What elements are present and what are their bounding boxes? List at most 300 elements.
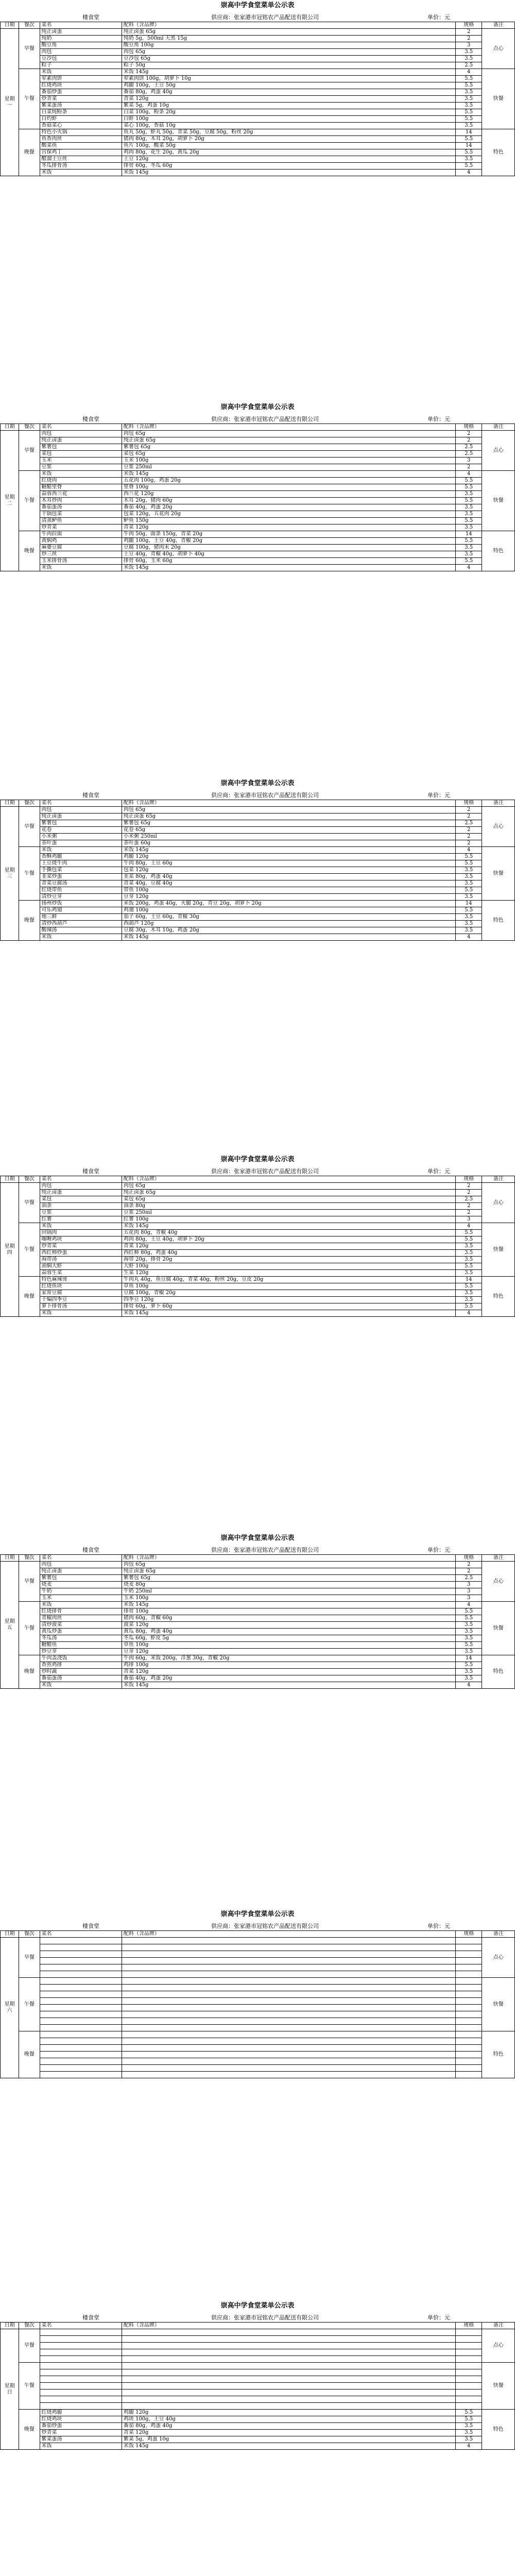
column-header-dish: 菜名 xyxy=(40,1176,122,1183)
table-row xyxy=(1,1582,515,1588)
table-row xyxy=(1,437,515,444)
qty-cell: 4 xyxy=(456,170,482,176)
ingredients-cell xyxy=(122,2389,455,2396)
ingredients-cell: 西葫芦 120g xyxy=(122,921,455,927)
table-row xyxy=(1,451,515,457)
qty-cell: 14 xyxy=(456,531,482,538)
ingredients-cell: 排骨 60g，玉米 60g xyxy=(122,558,455,565)
qty-cell xyxy=(456,2396,482,2403)
ingredients-cell: 菠菜 120g xyxy=(122,1622,455,1629)
qty-cell xyxy=(456,2356,482,2363)
dish-cell: 紫菜蛋汤 xyxy=(40,103,122,109)
ingredients-cell xyxy=(122,2072,455,2078)
unit-label: 单价：元 xyxy=(427,416,450,422)
ingredients-cell: 米饭 145g xyxy=(122,847,455,854)
table-row xyxy=(1,1190,515,1196)
table-row xyxy=(1,116,515,123)
unit-label: 单价：元 xyxy=(427,1923,450,1929)
table-row xyxy=(1,914,515,921)
table-row xyxy=(1,123,515,129)
dish-cell: 荤素肉饼 xyxy=(40,76,122,82)
table-row xyxy=(1,491,515,498)
sheet-title: 崇高中学食堂菜单公示表 xyxy=(220,1156,295,1163)
dish-cell: 菜包 xyxy=(40,1196,122,1203)
ingredients-cell: 番茄 40g，鸡蛋 20g xyxy=(122,1675,455,1682)
ingredients-cell: 青菜 120g xyxy=(122,96,455,103)
ingredients-cell: 鸡肉 80g，土豆 40g，胡萝卜 20g xyxy=(122,1236,455,1243)
ingredients-cell: 油条 80g xyxy=(122,1203,455,1210)
qty-cell: 2.5 xyxy=(456,444,482,451)
dish-cell xyxy=(40,2349,122,2356)
qty-cell: 4 xyxy=(456,1310,482,1317)
ingredients-cell: 青菜 120g xyxy=(122,1243,455,1250)
table-row xyxy=(1,2356,515,2363)
ingredients-cell: 包菜 120g xyxy=(122,867,455,874)
ingredients-cell: 鸡肉 80g，花生 20g，黄瓜 20g xyxy=(122,149,455,156)
qty-cell: 3.5 xyxy=(456,1270,482,1277)
dish-cell: 玉米 xyxy=(40,457,122,464)
dish-cell: 豆沙包 xyxy=(40,56,122,62)
column-header-note: 备注 xyxy=(482,22,515,29)
qty-cell xyxy=(456,2011,482,2018)
dish-cell: 蒜蓉西兰花 xyxy=(40,491,122,498)
dish-cell xyxy=(40,2045,122,2052)
qty-cell xyxy=(456,1971,482,1978)
day-cell: 星期日 xyxy=(1,2329,19,2450)
qty-cell: 5.5 xyxy=(456,860,482,867)
dish-cell: 米饭 xyxy=(40,170,122,176)
ingredients-cell: 豆芽 120g xyxy=(122,894,455,901)
qty-cell: 3.5 xyxy=(456,921,482,927)
meal-cell: 晚餐 xyxy=(19,901,40,941)
qty-cell xyxy=(456,2403,482,2410)
ingredients-cell: 紫薯包 65g xyxy=(122,444,455,451)
dish-cell: 木耳炒肉 xyxy=(40,498,122,504)
qty-cell xyxy=(456,2045,482,2052)
ingredients-cell xyxy=(122,2058,455,2065)
qty-cell: 5.5 xyxy=(456,1236,482,1243)
column-header-meal: 餐次 xyxy=(19,1555,40,1562)
dish-cell: 纯正卤蛋 xyxy=(40,814,122,820)
dish-cell: 米饭 xyxy=(40,69,122,76)
ingredients-cell: 纯正卤蛋 65g xyxy=(122,29,455,36)
ingredients-cell xyxy=(122,2011,455,2018)
table-row xyxy=(1,2423,515,2430)
canteen-label: 楼食堂 xyxy=(82,792,99,799)
note-cell: 快餐 xyxy=(482,1978,515,2031)
qty-cell: 2 xyxy=(456,834,482,840)
ingredients-cell: 荤素肉饼 100g，胡萝卜 10g xyxy=(122,76,455,82)
column-header-meal: 餐次 xyxy=(19,2323,40,2329)
table-row xyxy=(1,874,515,880)
qty-cell: 5.5 xyxy=(456,1283,482,1290)
menu-table xyxy=(0,1554,515,1689)
dish-cell: 酸辣汤 xyxy=(40,927,122,934)
ingredients-cell: 白虾 100g xyxy=(122,116,455,123)
dish-cell: 麻婆豆腐 xyxy=(40,545,122,551)
table-row xyxy=(1,1250,515,1257)
unit-label: 单价：元 xyxy=(427,1168,450,1175)
column-header-dish: 菜名 xyxy=(40,1931,122,1938)
ingredients-cell: 青菜 120g xyxy=(122,2430,455,2436)
table-header-row xyxy=(1,1931,515,1938)
ingredients-cell xyxy=(122,2065,455,2072)
dish-cell: 糖醋鱼 xyxy=(40,1642,122,1649)
ingredients-cell: 豆腐 30g，木耳 10g，鸡蛋 20g xyxy=(122,927,455,934)
table-row xyxy=(1,1615,515,1622)
table-row xyxy=(1,478,515,484)
table-row xyxy=(1,36,515,42)
table-row xyxy=(1,1303,515,1310)
ingredients-cell: 牛肉 60g，米饭 200g，洋葱 30g，青椒 20g xyxy=(122,1655,455,1662)
qty-cell: 2 xyxy=(456,1190,482,1196)
dish-cell xyxy=(40,2072,122,2078)
ingredients-cell: 猪肉 60g，青椒 60g xyxy=(122,1615,455,1622)
table-row xyxy=(1,464,515,471)
qty-cell: 2.5 xyxy=(456,1196,482,1203)
column-header-qty: 规格 xyxy=(456,424,482,431)
sheet-header xyxy=(0,1165,515,1176)
ingredients-cell xyxy=(122,1985,455,1991)
meal-cell: 早餐 xyxy=(19,1938,40,1978)
table-row xyxy=(1,1283,515,1290)
menu-table xyxy=(0,2322,515,2450)
qty-cell xyxy=(456,2389,482,2396)
qty-cell: 4 xyxy=(456,1223,482,1230)
dish-cell xyxy=(40,2343,122,2349)
ingredients-cell: 茶叶蛋 60g xyxy=(122,840,455,847)
day-cell: 星期六 xyxy=(1,1938,19,2078)
dish-cell: 蒜蓉生菜 xyxy=(40,1270,122,1277)
sheet-title: 崇高中学食堂菜单公示表 xyxy=(220,403,295,411)
qty-cell: 2 xyxy=(456,36,482,42)
qty-cell: 2.5 xyxy=(456,1575,482,1582)
qty-cell: 5.5 xyxy=(456,478,482,484)
menu-sheet xyxy=(0,402,515,778)
qty-cell: 5.5 xyxy=(456,109,482,116)
ingredients-cell xyxy=(122,2329,455,2336)
qty-cell: 2 xyxy=(456,1203,482,1210)
meal-cell: 晚餐 xyxy=(19,2031,40,2078)
ingredients-cell: 米饭 145g xyxy=(122,565,455,571)
day-cell: 星期二 xyxy=(1,431,19,571)
dish-cell: 烧麦 xyxy=(40,1582,122,1588)
ingredients-cell xyxy=(122,2052,455,2058)
qty-cell xyxy=(456,2336,482,2343)
table-row xyxy=(1,471,515,478)
dish-cell xyxy=(40,2038,122,2045)
ingredients-cell: 米饭 145g xyxy=(122,2443,455,2450)
table-row xyxy=(1,2065,515,2072)
table-row xyxy=(1,2031,515,2038)
qty-cell: 2 xyxy=(456,431,482,437)
qty-cell: 2 xyxy=(456,1568,482,1575)
meal-cell: 晚餐 xyxy=(19,2410,40,2450)
menu-sheet xyxy=(0,1533,515,1909)
dish-cell xyxy=(40,2031,122,2038)
qty-cell xyxy=(456,1944,482,1951)
dish-cell: 米饭 xyxy=(40,1682,122,1689)
table-row xyxy=(1,1183,515,1190)
meal-cell: 午餐 xyxy=(19,69,40,129)
ingredients-cell: 米饭 200g，鸡蛋 40g，火腿 20g，青豆 20g，胡萝卜 20g xyxy=(122,901,455,907)
dish-cell: 肉包 xyxy=(40,807,122,814)
qty-cell xyxy=(456,2376,482,2383)
table-row xyxy=(1,1649,515,1655)
qty-cell: 3 xyxy=(456,1595,482,1602)
qty-cell: 5.5 xyxy=(456,907,482,914)
column-header-meal: 餐次 xyxy=(19,1176,40,1183)
dish-cell: 肉包 xyxy=(40,431,122,437)
column-header-note: 备注 xyxy=(482,1555,515,1562)
table-header-row xyxy=(1,1555,515,1562)
sheet-header xyxy=(0,11,515,22)
unit-label: 单价：元 xyxy=(427,2314,450,2321)
table-row xyxy=(1,531,515,538)
dish-cell: 糖醋里脊 xyxy=(40,484,122,491)
canteen-label: 楼食堂 xyxy=(82,416,99,422)
ingredients-cell xyxy=(122,2005,455,2011)
ingredients-cell xyxy=(122,2031,455,2038)
ingredients-cell: 排骨 60g，萝卜 60g xyxy=(122,1303,455,1310)
qty-cell: 3.5 xyxy=(456,1290,482,1297)
table-row xyxy=(1,2343,515,2349)
column-header-date: 日期 xyxy=(1,1176,19,1183)
qty-cell: 3.5 xyxy=(456,1649,482,1655)
qty-cell: 3.5 xyxy=(456,1629,482,1635)
dish-cell: 纯正卤蛋 xyxy=(40,1190,122,1196)
unit-label: 单价：元 xyxy=(427,1547,450,1553)
qty-cell: 4 xyxy=(456,69,482,76)
column-header-meal: 餐次 xyxy=(19,424,40,431)
table-row xyxy=(1,56,515,62)
ingredients-cell xyxy=(122,2018,455,2025)
ingredients-cell: 小米粥 250ml xyxy=(122,834,455,840)
table-row xyxy=(1,921,515,927)
table-row xyxy=(1,457,515,464)
qty-cell: 3.5 xyxy=(456,874,482,880)
ingredients-cell xyxy=(122,1958,455,1964)
qty-cell xyxy=(456,2018,482,2025)
note-cell: 快餐 xyxy=(482,1223,515,1277)
table-row xyxy=(1,1608,515,1615)
table-row xyxy=(1,2045,515,2052)
column-header-qty: 规格 xyxy=(456,2323,482,2329)
table-row xyxy=(1,1629,515,1635)
dish-cell: 黄焖鸡 xyxy=(40,538,122,545)
qty-cell: 3.5 xyxy=(456,894,482,901)
dish-cell: 海带汤 xyxy=(40,1257,122,1263)
table-row xyxy=(1,1964,515,1971)
ingredients-cell: 生菜 120g xyxy=(122,1270,455,1277)
qty-cell: 3.5 xyxy=(456,96,482,103)
qty-cell: 3.5 xyxy=(456,491,482,498)
dish-cell xyxy=(40,1978,122,1985)
table-row xyxy=(1,1270,515,1277)
note-cell: 特色 xyxy=(482,2031,515,2078)
table-row xyxy=(1,498,515,504)
meal-cell: 午餐 xyxy=(19,1602,40,1655)
dish-cell: 手撕包菜 xyxy=(40,867,122,874)
qty-cell: 5.5 xyxy=(456,1615,482,1622)
day-cell: 星期三 xyxy=(1,807,19,941)
ingredients-cell: 木耳 20g，猪肉 60g xyxy=(122,498,455,504)
table-row xyxy=(1,2369,515,2376)
qty-cell: 5.5 xyxy=(456,854,482,860)
qty-cell: 3.5 xyxy=(456,545,482,551)
qty-cell: 14 xyxy=(456,1277,482,1283)
dish-cell: 紫薯包 xyxy=(40,1575,122,1582)
ingredients-cell: 鸡排 100g xyxy=(122,1662,455,1669)
qty-cell: 2.5 xyxy=(456,62,482,69)
qty-cell: 5.5 xyxy=(456,82,482,89)
dish-cell: 米饭 xyxy=(40,934,122,941)
ingredients-cell: 鲈鱼 150g xyxy=(122,518,455,524)
table-row xyxy=(1,431,515,437)
dish-cell: 玉米排骨汤 xyxy=(40,558,122,565)
column-header-dish: 菜名 xyxy=(40,800,122,807)
table-row xyxy=(1,880,515,887)
column-header-ingredients: 配料（含品牌） xyxy=(122,1555,455,1562)
column-header-meal: 餐次 xyxy=(19,22,40,29)
ingredients-cell: 五花肉 100g，鸡蛋 20g xyxy=(122,478,455,484)
dish-cell: 红烧肉 xyxy=(40,478,122,484)
ingredients-cell: 玉米 100g xyxy=(122,1595,455,1602)
qty-cell: 4 xyxy=(456,565,482,571)
ingredients-cell: 花卷 65g xyxy=(122,827,455,834)
qty-cell: 5.5 xyxy=(456,498,482,504)
meal-cell: 早餐 xyxy=(19,1183,40,1223)
ingredients-cell: 韭菜 80g，鸡蛋 40g xyxy=(122,874,455,880)
ingredients-cell: 肉包 65g xyxy=(122,1183,455,1190)
ingredients-cell: 纯正卤蛋 65g xyxy=(122,1190,455,1196)
meal-cell: 晚餐 xyxy=(19,531,40,571)
dish-cell: 肉包 xyxy=(40,49,122,56)
qty-cell: 3.5 xyxy=(456,511,482,518)
dish-cell: 鱼香肉丝 xyxy=(40,136,122,143)
qty-cell: 5.5 xyxy=(456,1263,482,1270)
qty-cell: 3.5 xyxy=(456,524,482,531)
note-cell: 点心 xyxy=(482,2329,515,2363)
qty-cell: 3.5 xyxy=(456,504,482,511)
ingredients-cell: 菜包 65g xyxy=(122,451,455,457)
table-row xyxy=(1,1562,515,1568)
dish-cell: 肉包 xyxy=(40,1183,122,1190)
qty-cell: 4 xyxy=(456,2443,482,2450)
qty-cell: 4 xyxy=(456,471,482,478)
ingredients-cell: 米饭 145g xyxy=(122,1223,455,1230)
ingredients-cell: 紫菜 5g，鸡蛋 10g xyxy=(122,103,455,109)
column-header-note: 备注 xyxy=(482,2323,515,2329)
qty-cell: 5.5 xyxy=(456,1642,482,1649)
dish-cell: 炒青菜 xyxy=(40,1243,122,1250)
qty-cell: 5.5 xyxy=(456,76,482,82)
meal-cell: 午餐 xyxy=(19,1978,40,2031)
table-row xyxy=(1,1985,515,1991)
qty-cell xyxy=(456,2065,482,2072)
ingredients-cell: 青菜 120g xyxy=(122,524,455,531)
ingredients-cell: 草鱼 100g xyxy=(122,1283,455,1290)
ingredients-cell: 米饭 145g xyxy=(122,934,455,941)
dish-cell: 酸豆角 xyxy=(40,42,122,49)
ingredients-cell xyxy=(122,2343,455,2349)
ingredients-cell xyxy=(122,1964,455,1971)
dish-cell: 米饭 xyxy=(40,1310,122,1317)
ingredients-cell xyxy=(122,1978,455,1985)
dish-cell: 紫菜蛋汤 xyxy=(40,2436,122,2443)
table-row xyxy=(1,860,515,867)
column-header-ingredients: 配料（含品牌） xyxy=(122,800,455,807)
meal-cell: 晚餐 xyxy=(19,1277,40,1317)
table-row xyxy=(1,934,515,941)
day-cell: 星期四 xyxy=(1,1183,19,1317)
dish-cell: 红烧鸡块 xyxy=(40,2416,122,2423)
ingredients-cell: 西兰花 120g xyxy=(122,491,455,498)
ingredients-cell: 土豆 120g xyxy=(122,156,455,163)
dish-cell: 黄瓜炒蛋 xyxy=(40,1629,122,1635)
dish-cell: 纯正卤蛋 xyxy=(40,1568,122,1575)
table-row xyxy=(1,109,515,116)
sheet-title: 崇高中学食堂菜单公示表 xyxy=(220,2,295,9)
table-row xyxy=(1,1277,515,1283)
dish-cell: 西红柿炒蛋 xyxy=(40,1250,122,1257)
dish-cell xyxy=(40,2058,122,2065)
note-cell: 特色 xyxy=(482,1277,515,1317)
ingredients-cell: 肉包 65g xyxy=(122,807,455,814)
column-header-dish: 菜名 xyxy=(40,2323,122,2329)
qty-cell: 4 xyxy=(456,1682,482,1689)
day-cell: 星期一 xyxy=(1,29,19,176)
ingredients-cell xyxy=(122,2025,455,2031)
dish-cell xyxy=(40,1938,122,1944)
qty-cell: 2 xyxy=(456,814,482,820)
note-cell: 点心 xyxy=(482,1562,515,1602)
table-row xyxy=(1,2389,515,2396)
dish-cell: 咖喱鸡块 xyxy=(40,1236,122,1243)
qty-cell: 2.5 xyxy=(456,451,482,457)
qty-cell: 5.5 xyxy=(456,518,482,524)
column-header-qty: 规格 xyxy=(456,800,482,807)
sheet-header xyxy=(0,789,515,800)
table-row xyxy=(1,129,515,136)
note-cell: 快餐 xyxy=(482,69,515,129)
dish-cell: 特色麻辣烫 xyxy=(40,1277,122,1283)
qty-cell: 14 xyxy=(456,901,482,907)
dish-cell: 红烧鸡腿 xyxy=(40,2410,122,2416)
dish-cell: 小米粥 xyxy=(40,834,122,840)
sheet-header xyxy=(0,1920,515,1930)
ingredients-cell xyxy=(122,2349,455,2356)
ingredients-cell: 带鱼 100g xyxy=(122,887,455,894)
ingredients-cell: 纯正卤蛋 65g xyxy=(122,1568,455,1575)
dish-cell xyxy=(40,2389,122,2396)
dish-cell: 牛肉盖浇饭 xyxy=(40,1655,122,1662)
qty-cell xyxy=(456,1938,482,1944)
table-row xyxy=(1,2383,515,2389)
dish-cell: 番茄炒蛋 xyxy=(40,89,122,96)
dish-cell: 米饭 xyxy=(40,847,122,854)
table-row xyxy=(1,82,515,89)
menu-sheet xyxy=(0,0,515,402)
ingredients-cell: 番茄 40g，鸡蛋 20g xyxy=(122,504,455,511)
table-row xyxy=(1,1602,515,1608)
menu-table xyxy=(0,423,515,571)
supplier-label: 供应商：张家港市冠铭农产品配送有限公司 xyxy=(211,792,319,799)
ingredients-cell xyxy=(122,2376,455,2383)
ingredients-cell xyxy=(122,1991,455,1998)
qty-cell: 3.5 xyxy=(456,1257,482,1263)
column-header-dish: 菜名 xyxy=(40,424,122,431)
